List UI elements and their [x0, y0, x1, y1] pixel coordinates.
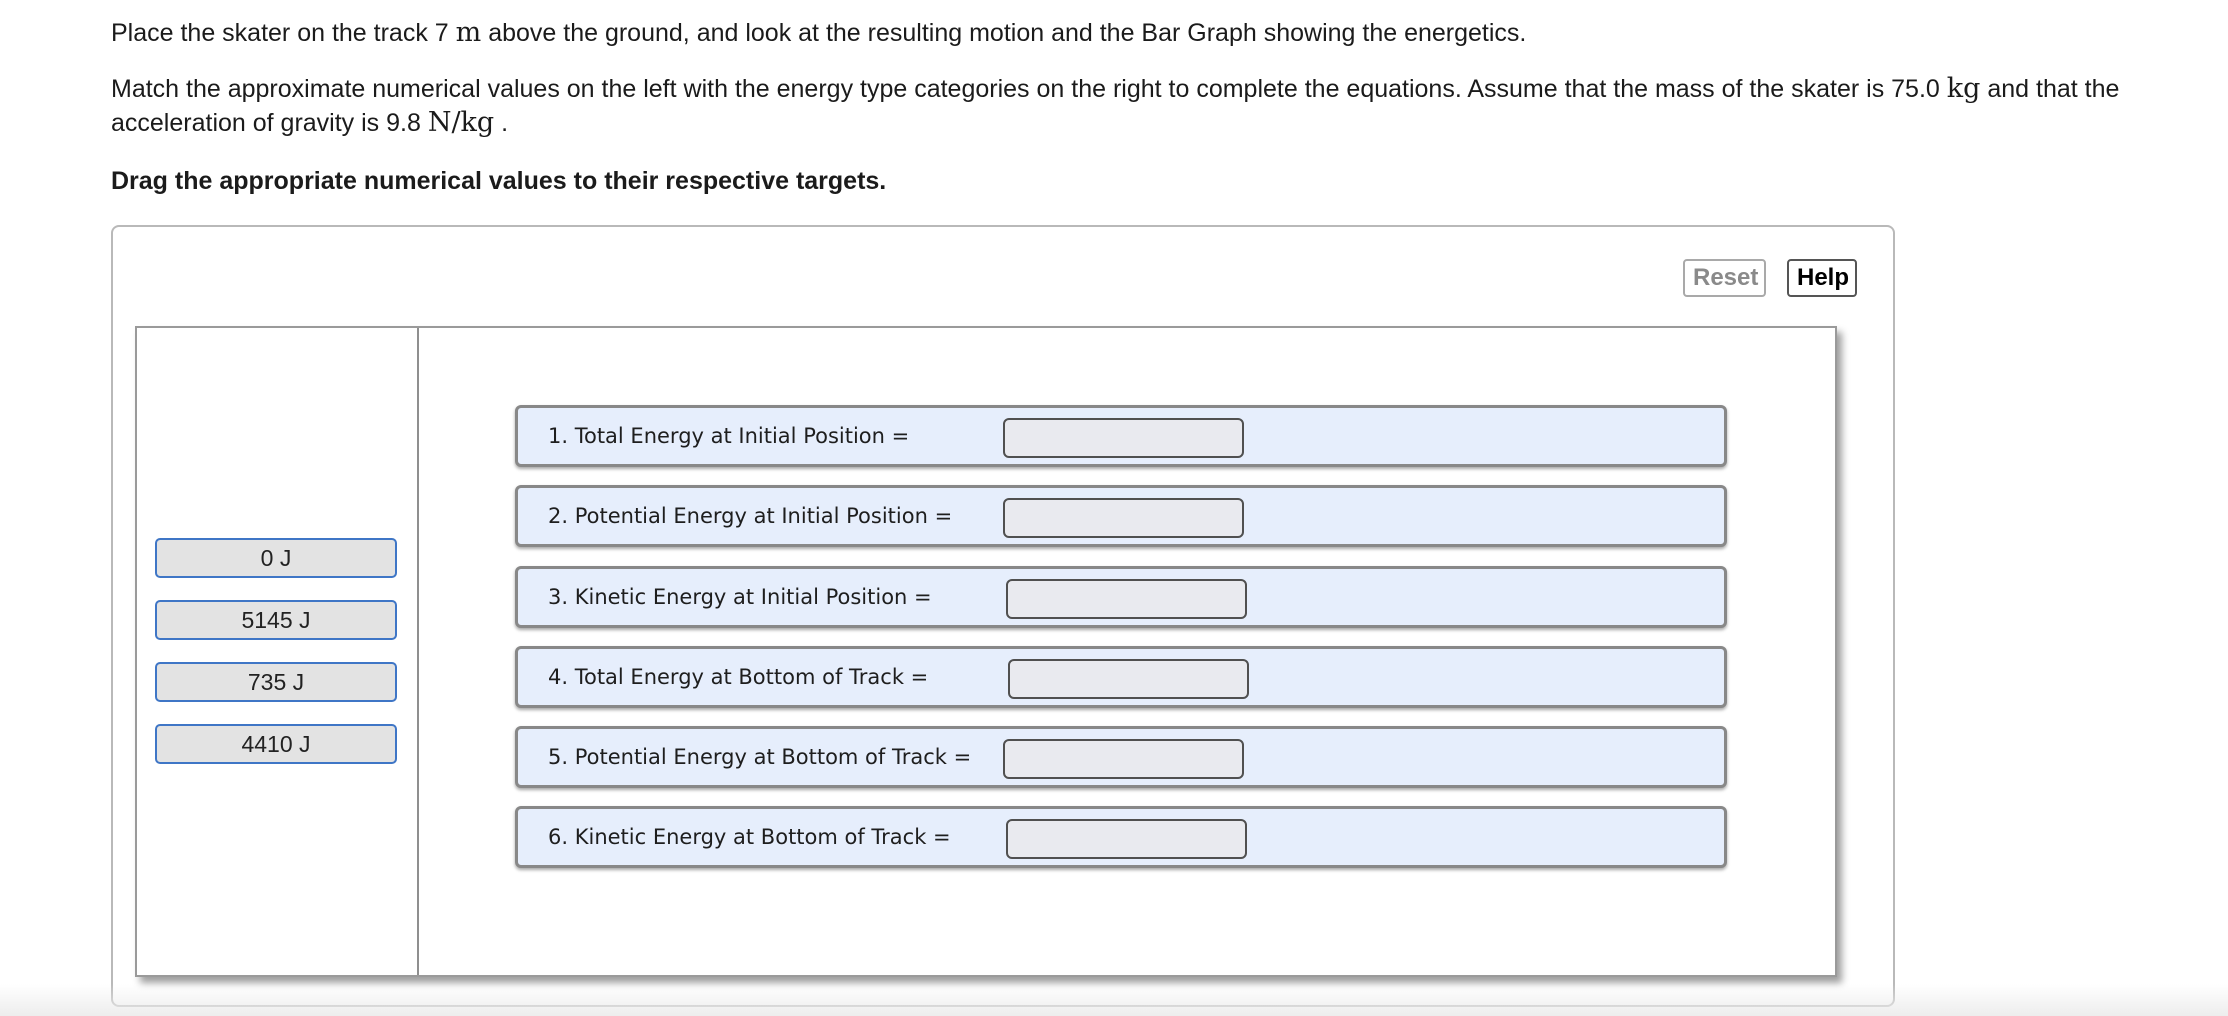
p2-text-a: Match the approximate numerical values on the left with the energy type categories on the right to complete the equations. Assume that the mass of the skater is 75.0 — [111, 75, 1947, 103]
equation-row-5 — [515, 726, 1727, 788]
drop-target-5[interactable] — [1003, 739, 1244, 779]
equation-label-5: 5. Potential Energy at Bottom of Track = — [548, 745, 972, 769]
problem-text — [111, 16, 2211, 198]
workspace-divider — [417, 328, 419, 975]
equation-label-4: 4. Total Energy at Bottom of Track = — [548, 665, 929, 689]
equation-row-3 — [515, 566, 1727, 628]
problem-paragraph-1 — [111, 16, 2211, 50]
p1-text-b: above the ground, and look at the resulting motion and the Bar Graph showing the energetics. — [481, 19, 1527, 47]
equation-row-6 — [515, 806, 1727, 868]
equation-label-1: 1. Total Energy at Initial Position = — [548, 424, 910, 448]
equation-row-2 — [515, 485, 1727, 547]
equation-row-4 — [515, 646, 1727, 708]
p1-text-a: Place the skater on the track 7 — [111, 19, 456, 47]
help-button[interactable]: Help — [1787, 259, 1857, 297]
draggable-value-735-j[interactable]: 735 J — [155, 662, 397, 702]
equation-label-2: 2. Potential Energy at Initial Position = — [548, 504, 953, 528]
draggable-value-5145-j[interactable]: 5145 J — [155, 600, 397, 640]
unit-kilograms: kg — [1946, 73, 1981, 104]
problem-paragraph-2 — [111, 72, 2211, 140]
drop-target-2[interactable] — [1003, 498, 1244, 538]
unit-meters: m — [455, 17, 482, 48]
drop-target-6[interactable] — [1006, 819, 1247, 859]
equation-label-6: 6. Kinetic Energy at Bottom of Track = — [548, 825, 951, 849]
equation-label-3: 3. Kinetic Energy at Initial Position = — [548, 585, 932, 609]
instruction-text: Drag the appropriate numerical values to their respective targets. — [111, 167, 887, 195]
drop-target-4[interactable] — [1008, 659, 1249, 699]
unit-newtons-per-kg: N/kg — [427, 107, 495, 138]
drop-target-1[interactable] — [1003, 418, 1244, 458]
p2-text-b: and that the acceleration of gravity is 9.8 — [111, 75, 2120, 137]
p2-text-c: . — [494, 109, 509, 137]
draggable-value-4410-j[interactable]: 4410 J — [155, 724, 397, 764]
workspace — [135, 326, 1837, 977]
drag-drop-activity — [111, 225, 1895, 1007]
draggable-value-0-j[interactable]: 0 J — [155, 538, 397, 578]
reset-button[interactable]: Reset — [1683, 259, 1766, 297]
drop-target-3[interactable] — [1006, 579, 1247, 619]
equation-row-1 — [515, 405, 1727, 467]
